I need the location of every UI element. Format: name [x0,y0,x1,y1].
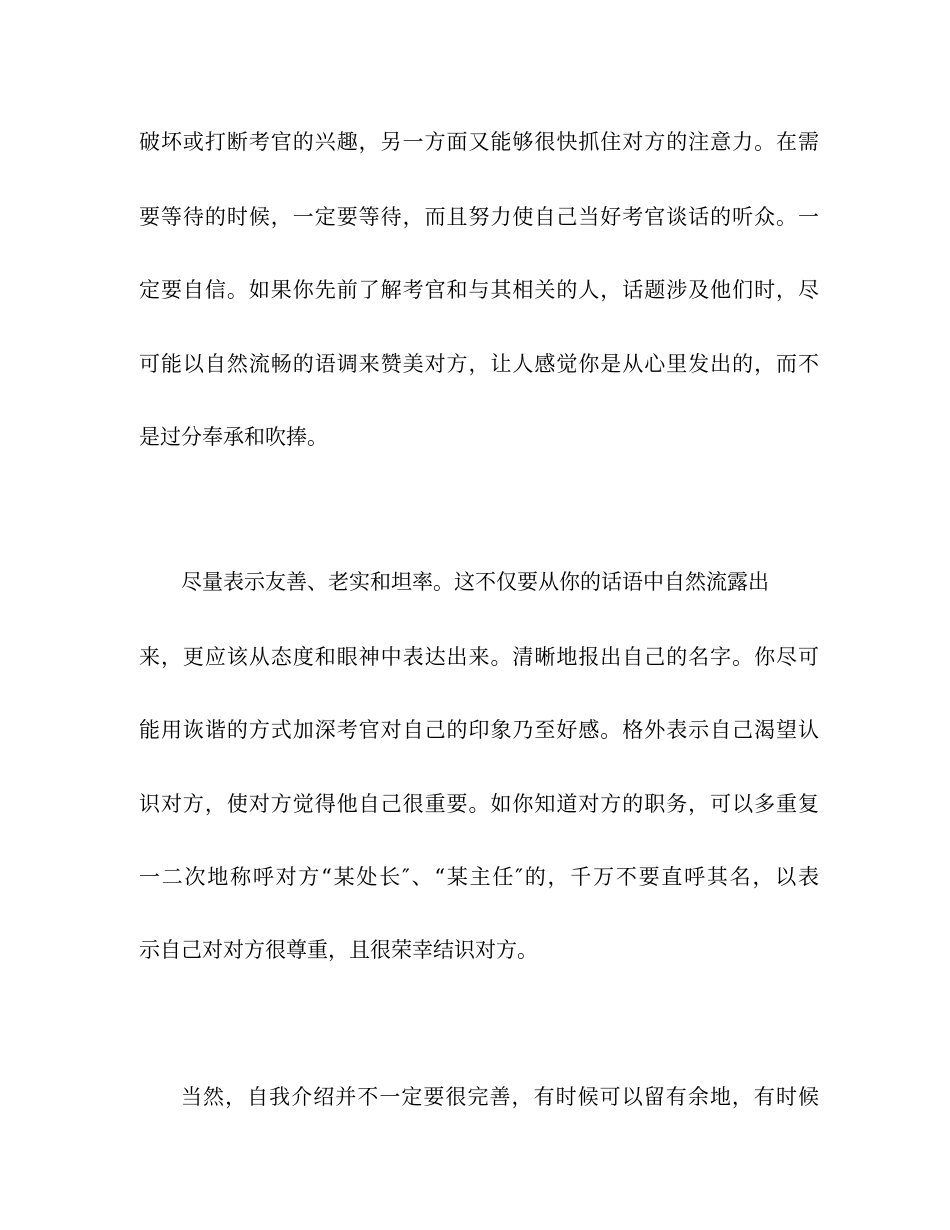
paragraph-line: 要等待的时候，一定要等待，而且努力使自己当好考官谈话的听众。一 [139,205,819,229]
paragraph-line: 可能以自然流畅的语调来赞美对方，让人感觉你是从心里发出的，而不 [139,352,819,376]
paragraph-line: 尽量表示友善、老实和坦率。这不仅要从你的话语中自然流露出 [181,570,769,594]
paragraph-line: 破坏或打断考官的兴趣，另一方面又能够很快抓住对方的注意力。在需 [139,130,819,154]
paragraph-line: 一二次地称呼对方“某处长″、“某主任″的，千万不要直呼其名，以表 [139,865,819,889]
paragraph-line: 能用诙谐的方式加深考官对自己的印象乃至好感。格外表示自己渴望认 [139,718,819,742]
paragraph-line: 是过分奉承和吹捧。 [139,425,328,449]
paragraph-line: 示自己对对方很尊重，且很荣幸结识对方。 [139,938,538,962]
paragraph-line: 当然，自我介绍并不一定要很完善，有时候可以留有余地，有时候 [181,1085,819,1109]
paragraph-line: 识对方，使对方觉得他自己很重要。如你知道对方的职务，可以多重复 [139,792,819,816]
paragraph-line: 定要自信。如果你先前了解考官和与其相关的人，话题涉及他们时，尽 [139,278,819,302]
paragraph-line: 来，更应该从态度和眼神中表达出来。清晰地报出自己的名字。你尽可 [139,645,819,669]
